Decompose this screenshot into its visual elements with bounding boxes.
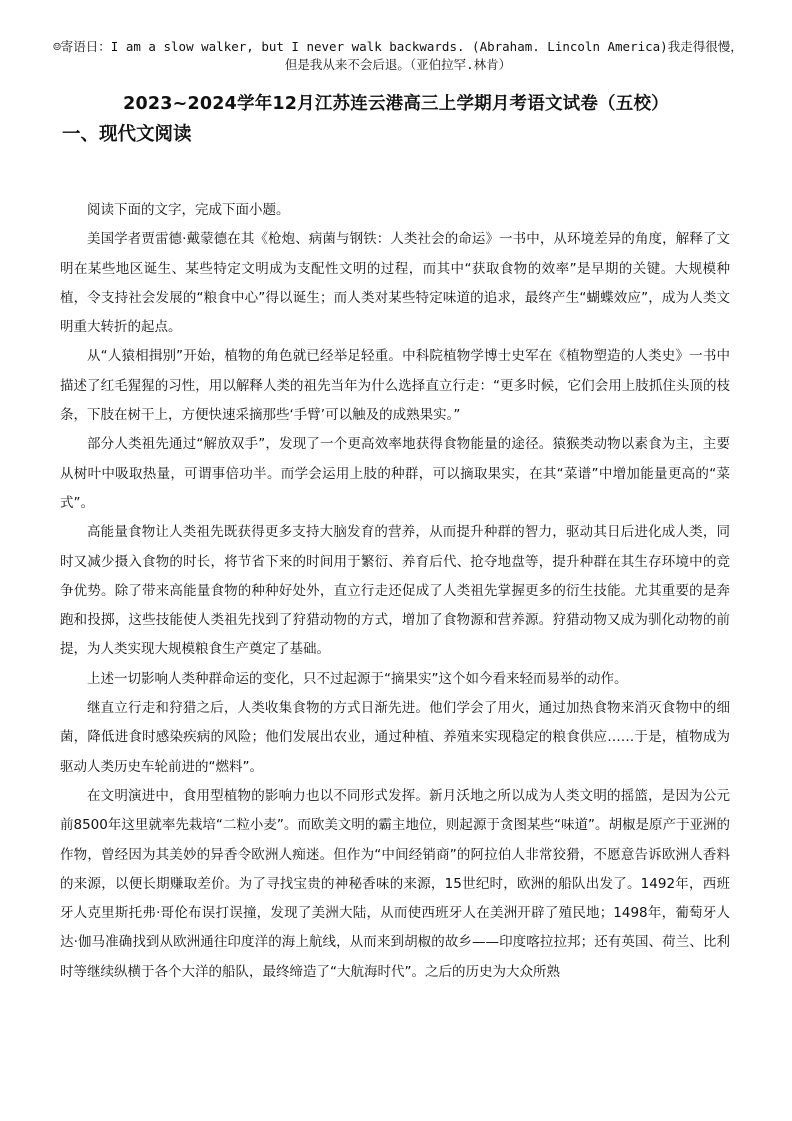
passage-paragraph: 部分人类祖先通过“解放双手”，发现了一个更高效率地获得食物能量的途径。猿猴类动物以素食为主，主要从树叶中吸取热量，可谓事倍功半。而学会运用上肢的种群，可以摘取果实，在其“菜谱”中增加能量更高的“菜式”。 (60, 436, 730, 511)
passage-paragraph: 在文明演进中，食用型植物的影响力也以不同形式发挥。新月沃地之所以成为人类文明的摇篮，是因为公元前8500年这里就率先栽培“二粒小麦”。而欧美文明的霸主地位，则起源于贪图某些“味道”。胡椒是原产于亚洲的作物，曾经因为其美妙的异香令欧洲人痴迷。但作为“中间经销商”的阿拉伯人非常狡猾，不愿意告诉欧洲人香料的来源，以便长期赚取差价。为了寻找宝贵的神秘香味的来源，15世纪时，欧洲的船队出发了。1492年，西班牙人克里斯托弗·哥伦布误打误撞，发现了美洲大陆，从而使西班牙人在美洲开辟了殖民地；1498年，葡萄牙人达·伽马准确找到从欧洲通往印度洋的海上航线，从而来到胡椒的故乡——印度喀拉拉邦；还有英国、荷兰、比利时等继续纵横于各个大洋的船队，最终缔造了“大航海时代”。之后的历史为大众所熟 (60, 787, 730, 980)
reading-passage (60, 196, 730, 1098)
instruction-paragraph: 阅读下面的文字，完成下面小题。 (87, 202, 290, 218)
passage-paragraph: 高能量食物让人类祖先既获得更多支持大脑发育的营养，从而提升种群的智力，驱动其日后进化成人类，同时又减少摄入食物的时长，将节省下来的时间用于繁衍、养育后代、抢夺地盘等，提升种群在其生存环境中的竞争优势。除了带来高能量食物的种种好处外，直立行走还促成了人类祖先掌握更多的衍生技能。尤其重要的是奔跑和投掷，这些技能使人类祖先找到了狩猎动物的方式，增加了食物源和营养源。狩猎动物又成为驯化动物的前提，为人类实现大规模粮食生产奠定了基础。 (60, 524, 730, 658)
passage-paragraph: 从“人猿相揖别”开始，植物的角色就已经举足轻重。中科院植物学博士史军在《植物塑造的人类史》一书中描述了红毛猩猩的习性，用以解释人类的祖先当年为什么选择直立行走：“更多时候，它们会用上肢抓住头顶的枝条，下肢在树干上，方便快速采摘那些‘手臂’可以触及的成熟果实。” (60, 348, 730, 424)
passage-paragraph: 继直立行走和狩猎之后，人类收集食物的方式日渐先进。他们学会了用火，通过加热食物来消灭食物中的细菌，降低进食时感染疾病的风险；他们发展出农业，通过种植、养殖来实现稳定的粮食供应……于是，植物成为驱动人类历史车轮前进的“燃料”。 (60, 700, 730, 775)
motto-line: ☺寄语日：I am a slow walker, but I never walk backwards. (Abraham. Lincoln America)我走得很慢，但是我从来不会后退。（亚伯拉罕.林肯） (53, 39, 743, 72)
passage-paragraph: 美国学者贾雷德·戴蒙德在其《枪炮、病菌与钢铁：人类社会的命运》一书中，从环境差异的角度，解释了文明在某些地区诞生、某些特定文明成为支配性文明的过程，而其中“获取食物的效率”是早期的关键。大规模种植，令支持社会发展的“粮食中心”得以诞生；而人类对某些特定味道的追求，最终产生“蝴蝶效应”，成为人类文明重大转折的起点。 (60, 231, 730, 336)
passage-paragraph: 上述一切影响人类种群命运的变化，只不过起源于“摘果实”这个如今看来轻而易举的动作。 (87, 670, 628, 687)
section-heading: 一、现代文阅读 (62, 124, 192, 145)
page-title: 2023~2024学年12月江苏连云港高三上学期月考语文试卷（五校） (123, 94, 669, 114)
